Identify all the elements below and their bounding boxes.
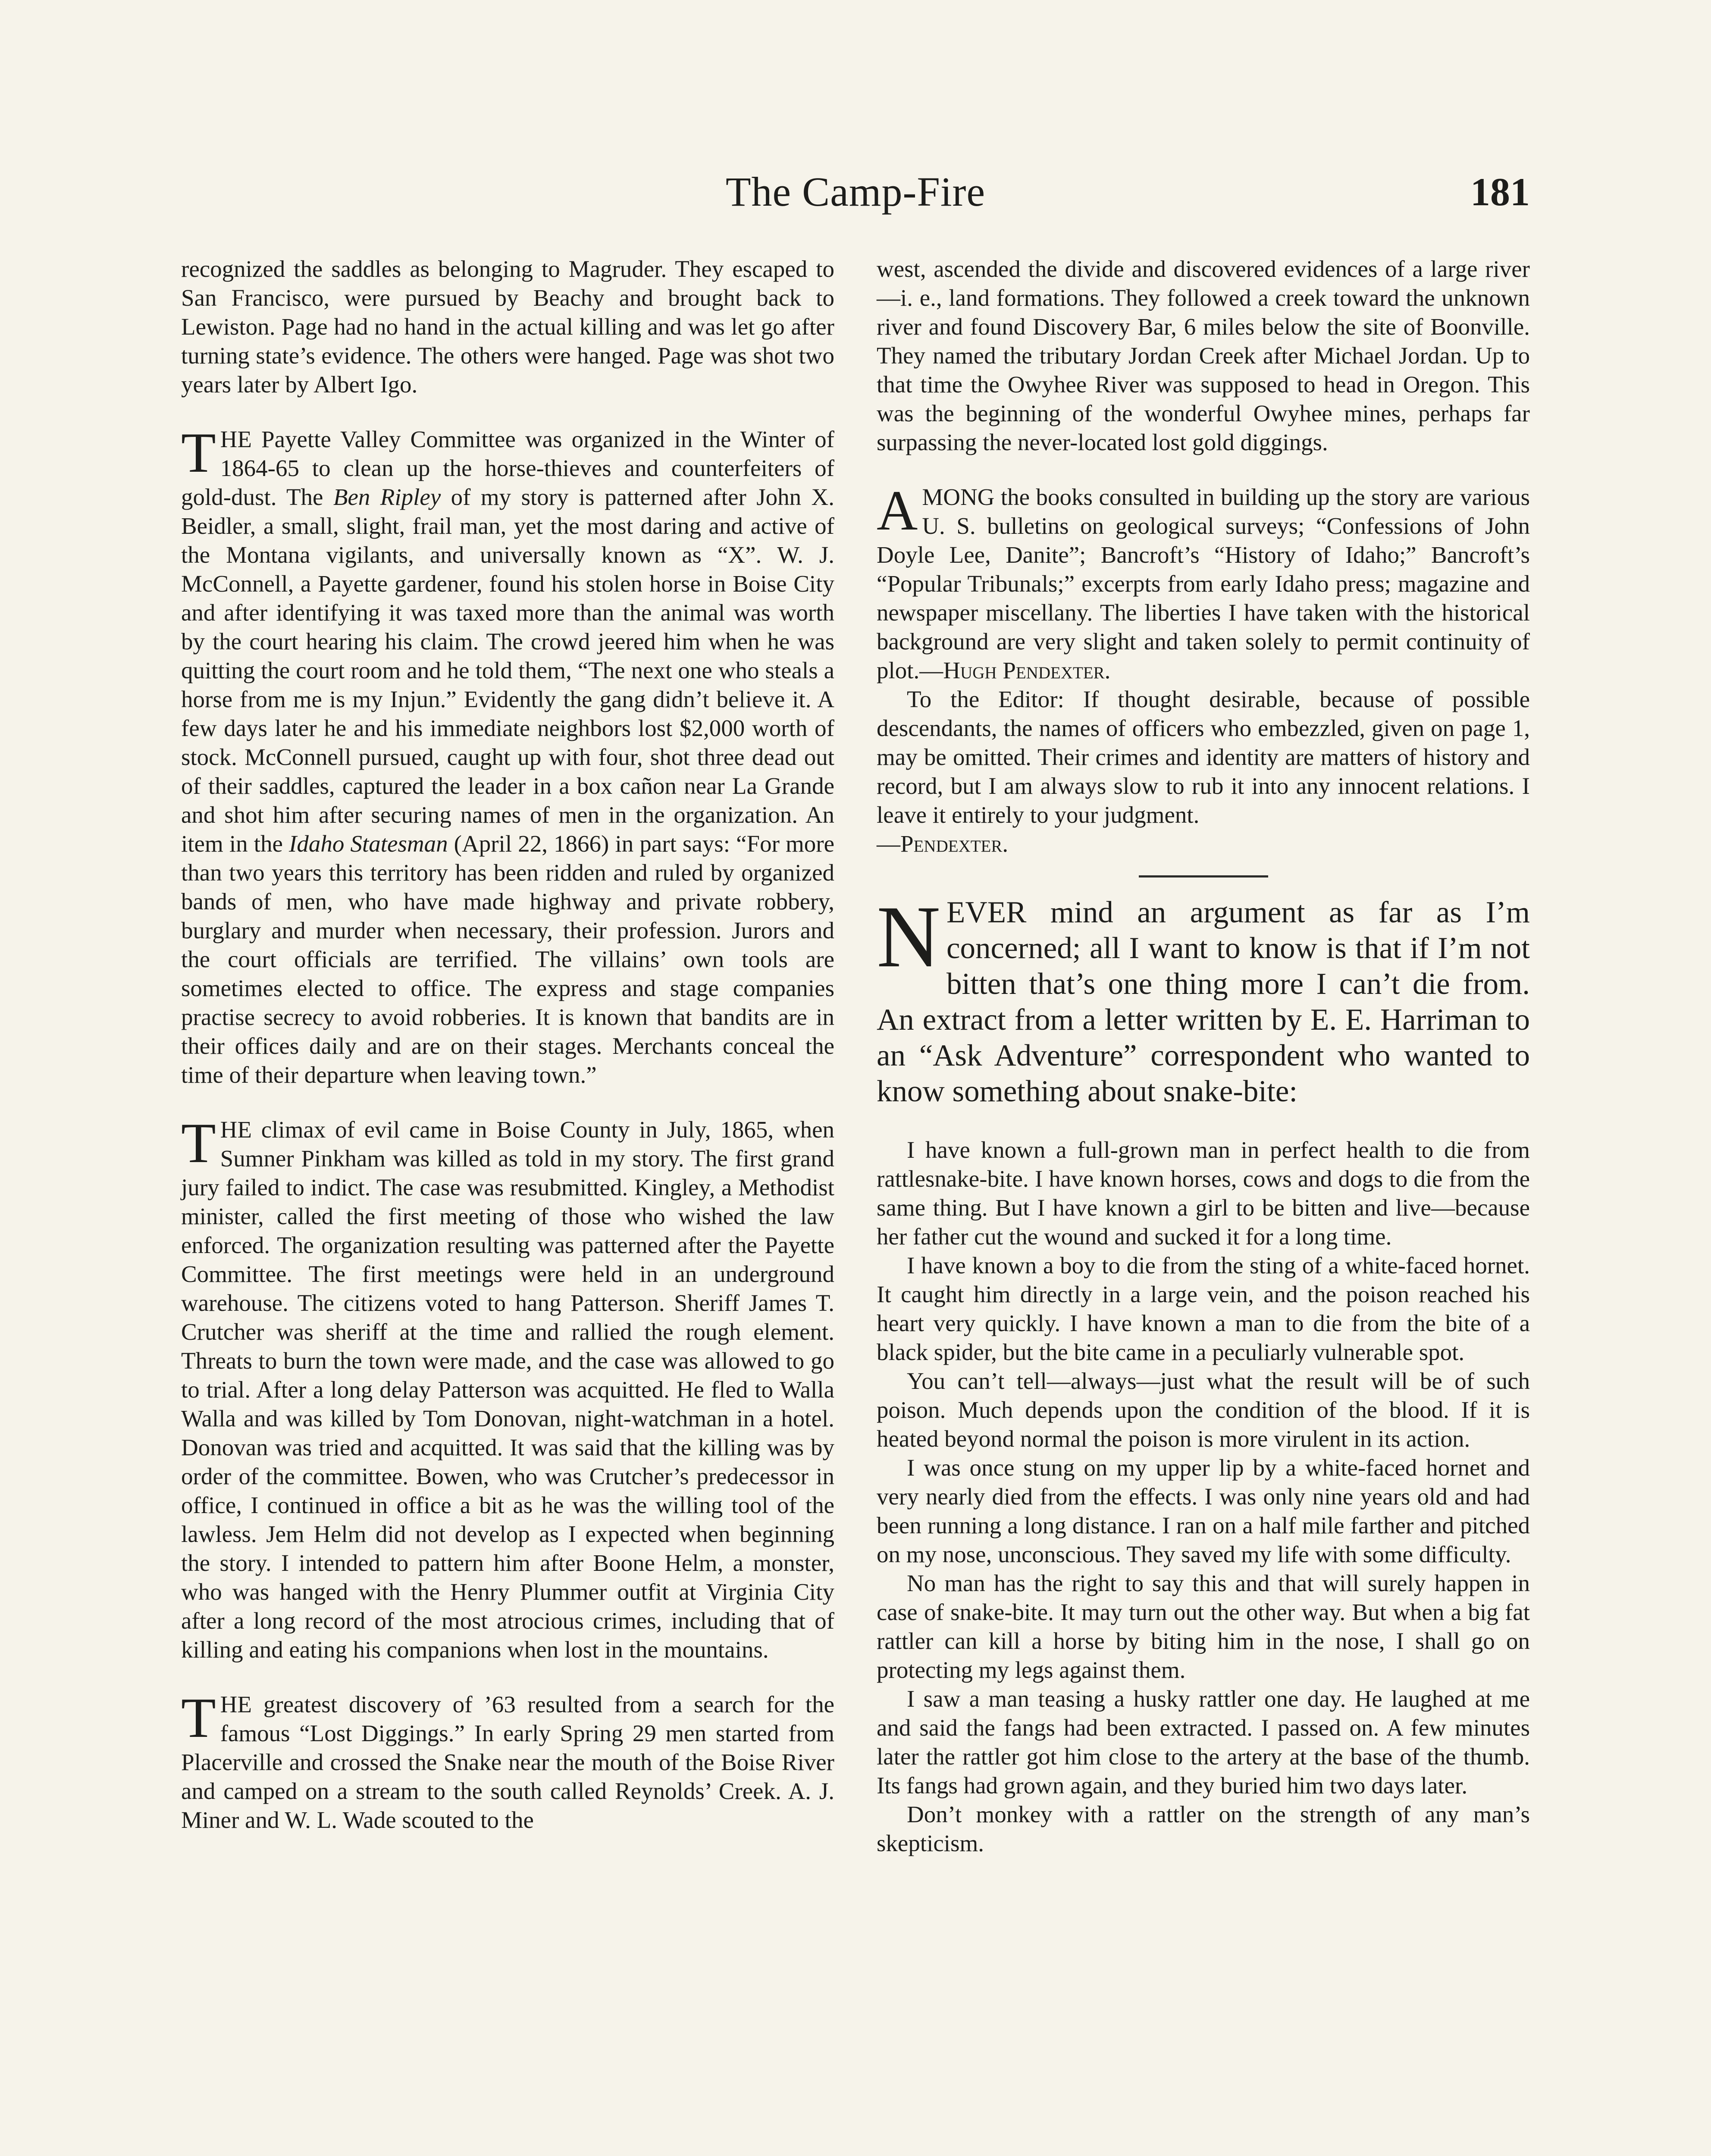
letter-paragraph: I have known a boy to die from the sting of a white-faced hornet. It caught him directly in a large vein, and the poison reached his heart very quickly. I have known a man to die from the bite of a black spider, but the bite came in a peculiarly vulnerable spot. <box>877 1252 1530 1365</box>
letter-paragraph: I have known a full-grown man in perfect health to die from rattlesnake-bite. I have known horses, cows and dogs to die from the same thing. But I have known a girl to be bitten and live—because her father cut the wound and sucked it for a long time. <box>877 1137 1530 1250</box>
drop-cap: T <box>181 421 216 484</box>
paragraph-text: (April 22, 1866) in part says: “For more than two years this territory has been ridden and ruled by organized bands of men, who have made highway and private robbery, burglary and murder when necessary, their profession. Jurors and the court officials are terrified. The villains’ own tools are sometimes elected to office. The express and stage companies practise secrecy to avoid robberies. It is known that bandits are in their offices daily and are on their stages. Merchants conceal the time of their departure when leaving town.” <box>181 830 835 1088</box>
lead-word: HE <box>220 1116 252 1143</box>
letter-paragraph: I saw a man teasing a husky rattler one day. He laughed at me and said the fangs had been extracted. I passed on. A few minutes later the rattler got him close to the artery at the base of the thumb. Its fangs had grown again, and they buried him two days later. <box>877 1686 1530 1799</box>
section-divider <box>1139 875 1268 877</box>
paragraph-text: Payette Valley Committee was organized in the Winter of 1864-65 to clean up the horse-thieves and counterfeiters of gold-dust. The <box>181 426 834 510</box>
italic-name: Ben Ripley <box>333 484 441 510</box>
paragraph-payette-committee <box>181 421 835 1089</box>
page-header <box>181 166 1530 218</box>
paragraph-text: mind an argument as far as I’m concerned; all I want to know is that if I’m not bitten that’s one thing more I can’t die from. An extract from a letter written by E. E. Harriman to an “Ask Adventure” correspondent who wanted to know something about snake-bite: <box>877 896 1530 1108</box>
paragraph-text: To the Editor: If thought desirable, because of possible descendants, the names of officers who embezzled, given on page 1, may be omitted. Their crimes and identity are matters of history and record, but I am always slow to rub it into any innocent relations. I leave it entirely to your judgment. <box>877 686 1530 828</box>
drop-cap: T <box>181 1111 216 1175</box>
paragraph-to-editor <box>877 685 1530 858</box>
lead-word: MONG <box>922 484 995 510</box>
right-column <box>877 254 1530 1858</box>
letter-excerpt <box>877 1135 1530 1858</box>
letter-paragraph: I was once stung on my upper lip by a white-faced hornet and very nearly died from the effects. I was only nine years old and had been running a long distance. I ran on a half mile farther and pitched on my nose, unconscious. They saved my life with some difficulty. <box>877 1454 1530 1567</box>
paragraph-snake-intro <box>877 888 1530 1109</box>
paragraph-text: the books consulted in building up the story are various U. S. bulletins on geological surveys; “Confessions of John Doyle Lee, Danite”; Bancroft’s “History of Idaho;” Bancroft’s “Popular Tribunals;” excerpts from early Idaho press; magazine and newspaper miscellany. The liberties I have taken with the historical background are very slight and taken solely to permit continuity of plot.— <box>877 484 1530 683</box>
paragraph-books-consulted <box>877 479 1530 685</box>
paragraph-climax <box>181 1111 834 1664</box>
lead-word: HE <box>220 426 252 452</box>
letter-paragraph: You can’t tell—always—just what the result will be of such poison. Much depends upon the condition of the blood. If it is heated beyond normal the poison is more virulent in its action. <box>877 1368 1530 1452</box>
drop-cap: N <box>877 888 941 986</box>
paragraph-text: of my story is patterned after John X. Beidler, a small, slight, frail man, yet the most daring and active of the Montana vigilants, and universally known as “X”. W. J. McConnell, a Payette gardener, found his stolen horse in Boise City and after identifying it was taxed more than the animal was worth by the court hearing his claim. The crowd jeered him when he was quitting the court room and he told them, “The next one who steals a horse from me is my Injun.” Evidently the gang didn’t believe it. A few days later he and his immediate neighbors lost $2,000 worth of stock. McConnell pursued, caught up with four, shot three dead out of their saddles, captured the leader in a box cañon near La Grande and shot him after securing names of men in the organization. An item in the <box>181 484 834 857</box>
lead-word: EVER <box>946 896 1027 929</box>
paragraph-owyhee: west, ascended the divide and discovered evidences of a large river—i. e., land formations. They followed a creek toward the unknown river and found Discovery Bar, 6 miles below the site of Boonville. They named the tributary Jordan Creek after Michael Jordan. Up to that time the Owyhee River was supposed to head in Oregon. This was the beginning of the wonderful Owyhee mines, perhaps far surpassing the never-located lost gold diggings. <box>877 256 1530 455</box>
author-signature: —Pendexter. <box>877 830 1009 857</box>
letter-paragraph: Don’t monkey with a rattler on the strength of any man’s skepticism. <box>877 1801 1530 1856</box>
page-number: 181 <box>1470 170 1530 214</box>
left-column <box>181 254 834 1834</box>
running-title: The Camp-Fire <box>725 169 986 215</box>
paragraph-text: greatest discovery of ’63 resulted from a search for the famous “Lost Diggings.” In early Spring 29 men started from Placerville and crossed the Snake near the mouth of the Boise River and camped on a stream to the south called Reynolds’ Creek. A. J. Miner and W. L. Wade scouted to the <box>181 1691 834 1833</box>
drop-cap: T <box>181 1686 216 1749</box>
letter-paragraph: No man has the right to say this and that will surely happen in case of snake-bite. It may turn out the other way. But when a big fat rattler can kill a horse by biting him in the nose, I shall go on protecting my legs against them. <box>877 1570 1530 1683</box>
author-signature: Hugh Pendexter. <box>943 657 1111 683</box>
drop-cap: A <box>877 479 918 542</box>
paragraph-magruder: recognized the saddles as belonging to Magruder. They escaped to San Francisco, were pursued by Beachy and brought back to Lewiston. Page had no hand in the actual killing and was let go after turning state’s evidence. The others were hanged. Page was shot two years later by Albert Igo. <box>181 256 834 398</box>
paragraph-text: climax of evil came in Boise County in July, 1865, when Sumner Pinkham was killed as told in my story. The first grand jury failed to indict. The case was resubmitted. Kingley, a Methodist minister, called the first meeting of those who wished the law enforced. The organization resulting was patterned after the Payette Committee. The first meetings were held in an underground warehouse. The citizens voted to hang Patterson. Sheriff James T. Crutcher was sheriff at the time and rallied the rough element. Threats to burn the town were made, and the case was allowed to go to trial. After a long delay Patterson was acquitted. He fled to Walla Walla and was killed by Tom Donovan, night-watchman in a hotel. Donovan was tried and acquitted. It was said that the killing was by order of the committee. Bowen, who was Crutcher’s predecessor in office, I continued in office a bit as he was the willing tool of the lawless. Jem Helm did not develop as I expected when beginning the story. I intended to pattern him after Boone Helm, a monster, who was hanged with the Henry Plummer outfit at Virginia City after a long record of the most atrocious crimes, including that of killing and eating his companions when lost in the mountains. <box>181 1116 834 1663</box>
paragraph-discovery <box>181 1686 834 1834</box>
lead-word: HE <box>220 1691 252 1717</box>
italic-newspaper: Idaho Statesman <box>289 830 448 857</box>
